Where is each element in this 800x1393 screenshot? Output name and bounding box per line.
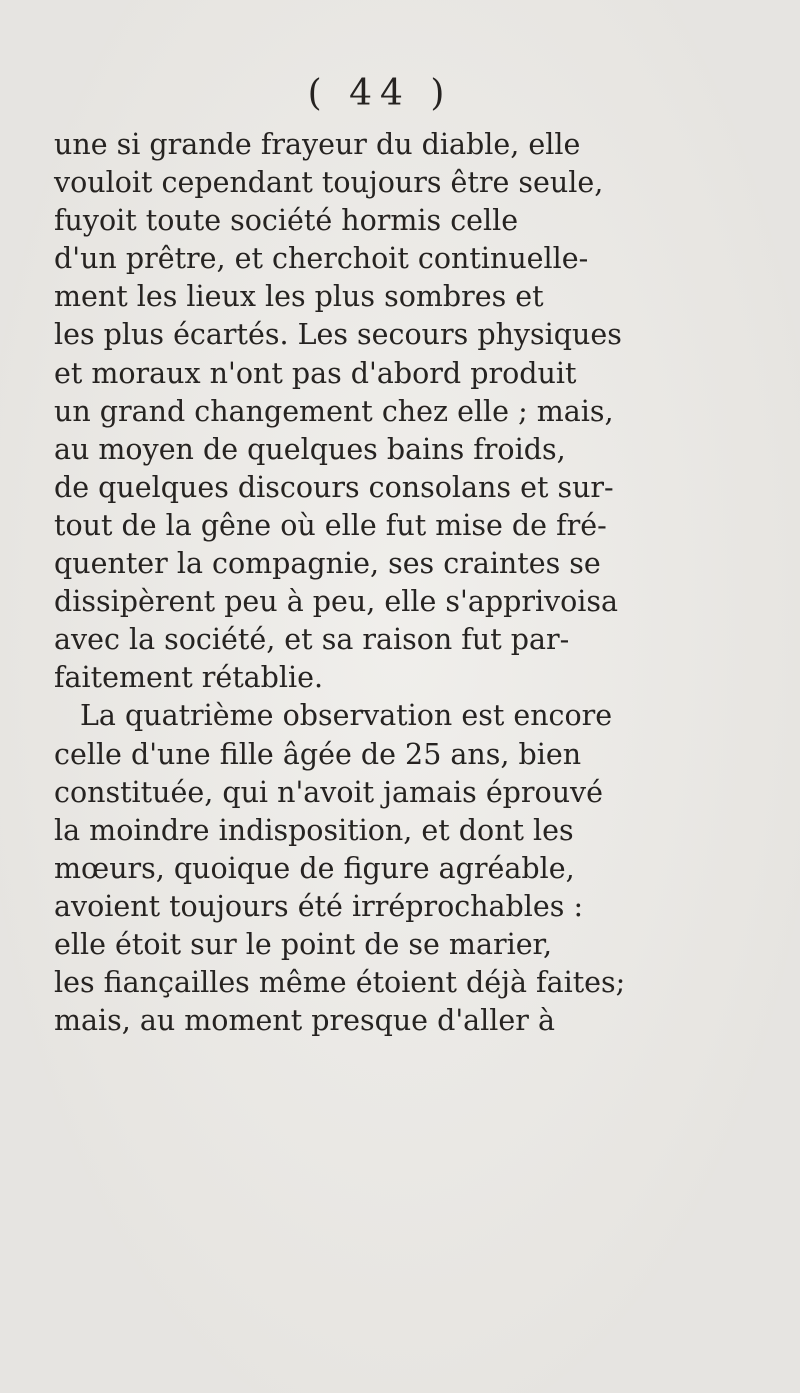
text-line: les fiançailles même étoient déjà faites; (54, 966, 626, 1000)
text-line: celle d'une fille âgée de 25 ans, bien (54, 737, 582, 771)
text-line: faitement rétablie. (54, 661, 324, 695)
page-text (54, 126, 664, 1040)
text-line: vouloit cependant toujours être seule, (54, 166, 604, 200)
text-line: les plus écartés. Les secours physiques (54, 318, 622, 352)
text-line: mais, au moment presque d'aller à (54, 1004, 555, 1038)
text-line: avec la société, et sa raison fut par- (54, 623, 570, 657)
text-line: tout de la gêne où elle fut mise de fré- (54, 508, 607, 542)
text-line: constituée, qui n'avoit jamais éprouvé (54, 775, 604, 809)
page-number: ( 44 ) (307, 73, 453, 114)
text-line: d'un prêtre, et cherchoit continuelle- (54, 242, 589, 276)
text-line: de quelques discours consolans et sur- (54, 470, 614, 504)
text-line: mœurs, quoique de figure agréable, (54, 851, 575, 885)
text-line: une si grande frayeur du diable, elle (54, 128, 581, 161)
text-line: un grand changement chez elle ; mais, (54, 394, 614, 428)
text-line: quenter la compagnie, ses craintes se (54, 547, 601, 581)
text-line: elle étoit sur le point de se marier, (54, 927, 553, 961)
text-line: la moindre indisposition, et dont les (54, 813, 574, 847)
text-line: au moyen de quelques bains froids, (54, 432, 566, 466)
text-line: fuyoit toute société hormis celle (54, 204, 519, 238)
paragraph-start-line: La quatrième observation est encore (80, 699, 613, 733)
text-line: dissipèrent peu à peu, elle s'apprivoisa (54, 585, 619, 619)
text-line: et moraux n'ont pas d'abord produit (54, 356, 577, 390)
text-line: ment les lieux les plus sombres et (54, 280, 544, 314)
text-line: avoient toujours été irréprochables : (54, 889, 584, 923)
